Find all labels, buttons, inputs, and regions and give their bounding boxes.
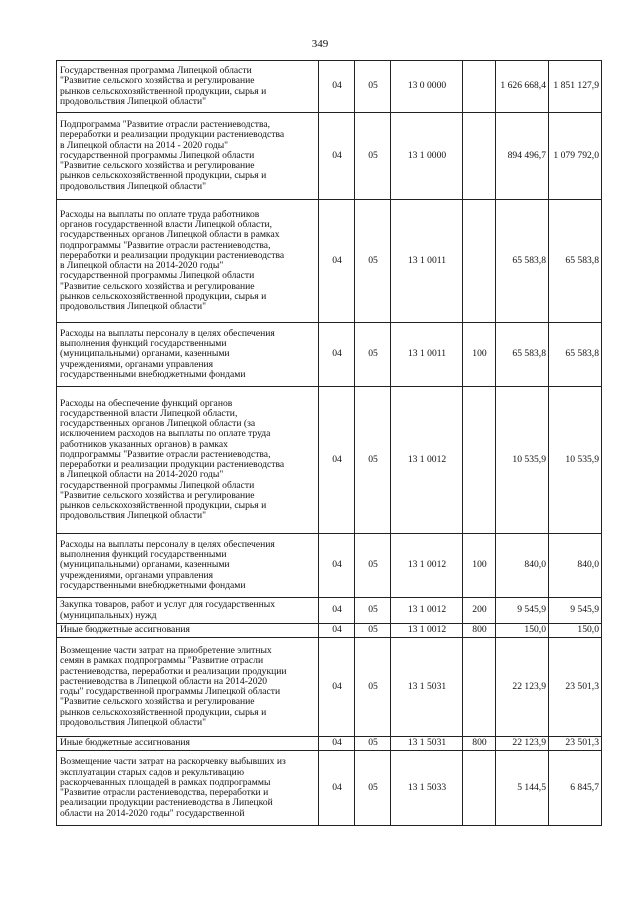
amount-year2-cell: 1 851 127,9	[549, 61, 602, 113]
amount-year2-cell: 1 079 792,0	[549, 113, 602, 200]
subsection-code-cell: 05	[355, 638, 391, 737]
expense-type-code-cell: 100	[463, 534, 496, 598]
amount-year1-cell: 5 144,5	[496, 751, 549, 826]
expense-name-cell: Иные бюджетные ассигнования	[57, 624, 319, 638]
expense-type-code-cell	[463, 751, 496, 826]
expense-name-cell: Расходы на выплаты персоналу в целях обеспечения выполнения функций государственными (муниципальными) органами, казенными учреждениями, органами управления государственными внебюджетными фондами	[57, 534, 319, 598]
target-item-code-cell: 13 1 0012	[391, 534, 463, 598]
target-item-code-cell: 13 1 5031	[391, 638, 463, 737]
section-code-cell: 04	[319, 113, 355, 200]
expense-type-code-cell	[463, 61, 496, 113]
table-row	[57, 200, 602, 323]
expense-name-cell: Иные бюджетные ассигнования	[57, 737, 319, 751]
expense-name-cell: Закупка товаров, работ и услуг для государственных (муниципальных) нужд	[57, 598, 319, 624]
table-row	[57, 624, 602, 638]
table-row	[57, 61, 602, 113]
subsection-code-cell: 05	[355, 534, 391, 598]
target-item-code-cell: 13 1 0011	[391, 200, 463, 323]
section-code-cell: 04	[319, 624, 355, 638]
expense-type-code-cell	[463, 200, 496, 323]
amount-year2-cell: 9 545,9	[549, 598, 602, 624]
amount-year1-cell: 65 583,8	[496, 323, 549, 387]
section-code-cell: 04	[319, 638, 355, 737]
expense-type-code-cell: 100	[463, 323, 496, 387]
subsection-code-cell: 05	[355, 624, 391, 638]
expense-type-code-cell: 800	[463, 624, 496, 638]
amount-year2-cell: 6 845,7	[549, 751, 602, 826]
subsection-code-cell: 05	[355, 751, 391, 826]
expense-name-cell: Расходы на обеспечение функций органов государственной власти Липецкой области, государственных органов Липецкой области (за исключением расходов на выплаты по оплате труда работников указанных органов) в рамках подпрограммы "Развитие отрасли растениеводства, переработки и реализации продукции растениеводства в Липецкой области на 2014-2020 годы" государственной программы Липецкой области "Развитие сельского хозяйства и регулирование рынков сельскохозяйственной продукции, сырья и продовольствия Липецкой области"	[57, 387, 319, 534]
expense-type-code-cell	[463, 387, 496, 534]
expense-name-cell: Подпрограмма "Развитие отрасли растениеводства, переработки и реализации продукции растениеводства в Липецкой области на 2014 - 2020 годы" государственной программы Липецкой области "Развитие сельского хозяйства и регулирование рынков сельскохозяйственной продукции, сырья и продовольствия Липецкой области"	[57, 113, 319, 200]
target-item-code-cell: 13 1 0000	[391, 113, 463, 200]
amount-year1-cell: 840,0	[496, 534, 549, 598]
expense-name-cell: Расходы на выплаты по оплате труда работников органов государственной власти Липецкой области, государственных органов Липецкой области в рамках подпрограммы "Развитие отрасли растениеводства, переработки и реализации продукции растениеводства в Липецкой области на 2014-2020 годы" государственной программы Липецкой области "Развитие сельского хозяйства и регулирование рынков сельскохозяйственной продукции, сырья и продовольствия Липецкой области"	[57, 200, 319, 323]
target-item-code-cell: 13 1 0012	[391, 598, 463, 624]
subsection-code-cell: 05	[355, 737, 391, 751]
amount-year2-cell: 65 583,8	[549, 323, 602, 387]
amount-year1-cell: 894 496,7	[496, 113, 549, 200]
amount-year1-cell: 22 123,9	[496, 737, 549, 751]
table-row	[57, 638, 602, 737]
subsection-code-cell: 05	[355, 113, 391, 200]
amount-year1-cell: 1 626 668,4	[496, 61, 549, 113]
expense-type-code-cell	[463, 113, 496, 200]
subsection-code-cell: 05	[355, 61, 391, 113]
section-code-cell: 04	[319, 387, 355, 534]
subsection-code-cell: 05	[355, 598, 391, 624]
table-row	[57, 737, 602, 751]
section-code-cell: 04	[319, 323, 355, 387]
table-row	[57, 534, 602, 598]
amount-year1-cell: 150,0	[496, 624, 549, 638]
table-row	[57, 751, 602, 826]
target-item-code-cell: 13 0 0000	[391, 61, 463, 113]
expense-type-code-cell: 200	[463, 598, 496, 624]
subsection-code-cell: 05	[355, 323, 391, 387]
expense-name-cell: Возмещение части затрат на приобретение элитных семян в рамках подпрограммы "Развитие отрасли растениеводства, переработки и реализации продукции растениеводства в Липецкой области на 2014-2020 годы" государственной программы Липецкой области "Развитие сельского хозяйства и регулирование рынков сельскохозяйственной продукции, сырья и продовольствия Липецкой области"	[57, 638, 319, 737]
expense-name-cell: Государственная программа Липецкой области "Развитие сельского хозяйства и регулирование рынков сельскохозяйственной продукции, сырья и продовольствия Липецкой области"	[57, 61, 319, 113]
amount-year2-cell: 10 535,9	[549, 387, 602, 534]
section-code-cell: 04	[319, 200, 355, 323]
target-item-code-cell: 13 1 0011	[391, 323, 463, 387]
budget-table	[56, 60, 602, 826]
amount-year1-cell: 9 545,9	[496, 598, 549, 624]
expense-name-cell: Возмещение части затрат на раскорчевку выбывших из эксплуатации старых садов и рекультивацию раскорчеванных площадей в рамках подпрограммы "Развитие отрасли растениеводства, переработки и реализации продукции растениеводства в Липецкой области на 2014-2020 годы" государственной	[57, 751, 319, 826]
expense-type-code-cell	[463, 638, 496, 737]
section-code-cell: 04	[319, 751, 355, 826]
amount-year1-cell: 22 123,9	[496, 638, 549, 737]
target-item-code-cell: 13 1 5031	[391, 737, 463, 751]
amount-year1-cell: 10 535,9	[496, 387, 549, 534]
page-number: 349	[311, 38, 329, 50]
table-row	[57, 598, 602, 624]
section-code-cell: 04	[319, 598, 355, 624]
section-code-cell: 04	[319, 534, 355, 598]
amount-year2-cell: 840,0	[549, 534, 602, 598]
table-row	[57, 323, 602, 387]
amount-year2-cell: 23 501,3	[549, 737, 602, 751]
subsection-code-cell: 05	[355, 387, 391, 534]
amount-year2-cell: 65 583,8	[549, 200, 602, 323]
expense-type-code-cell: 800	[463, 737, 496, 751]
table-row	[57, 113, 602, 200]
target-item-code-cell: 13 1 0012	[391, 387, 463, 534]
target-item-code-cell: 13 1 0012	[391, 624, 463, 638]
section-code-cell: 04	[319, 61, 355, 113]
amount-year1-cell: 65 583,8	[496, 200, 549, 323]
amount-year2-cell: 23 501,3	[549, 638, 602, 737]
target-item-code-cell: 13 1 5033	[391, 751, 463, 826]
amount-year2-cell: 150,0	[549, 624, 602, 638]
table-row	[57, 387, 602, 534]
expense-name-cell: Расходы на выплаты персоналу в целях обеспечения выполнения функций государственными (муниципальными) органами, казенными учреждениями, органами управления государственными внебюджетными фондами	[57, 323, 319, 387]
subsection-code-cell: 05	[355, 200, 391, 323]
section-code-cell: 04	[319, 737, 355, 751]
